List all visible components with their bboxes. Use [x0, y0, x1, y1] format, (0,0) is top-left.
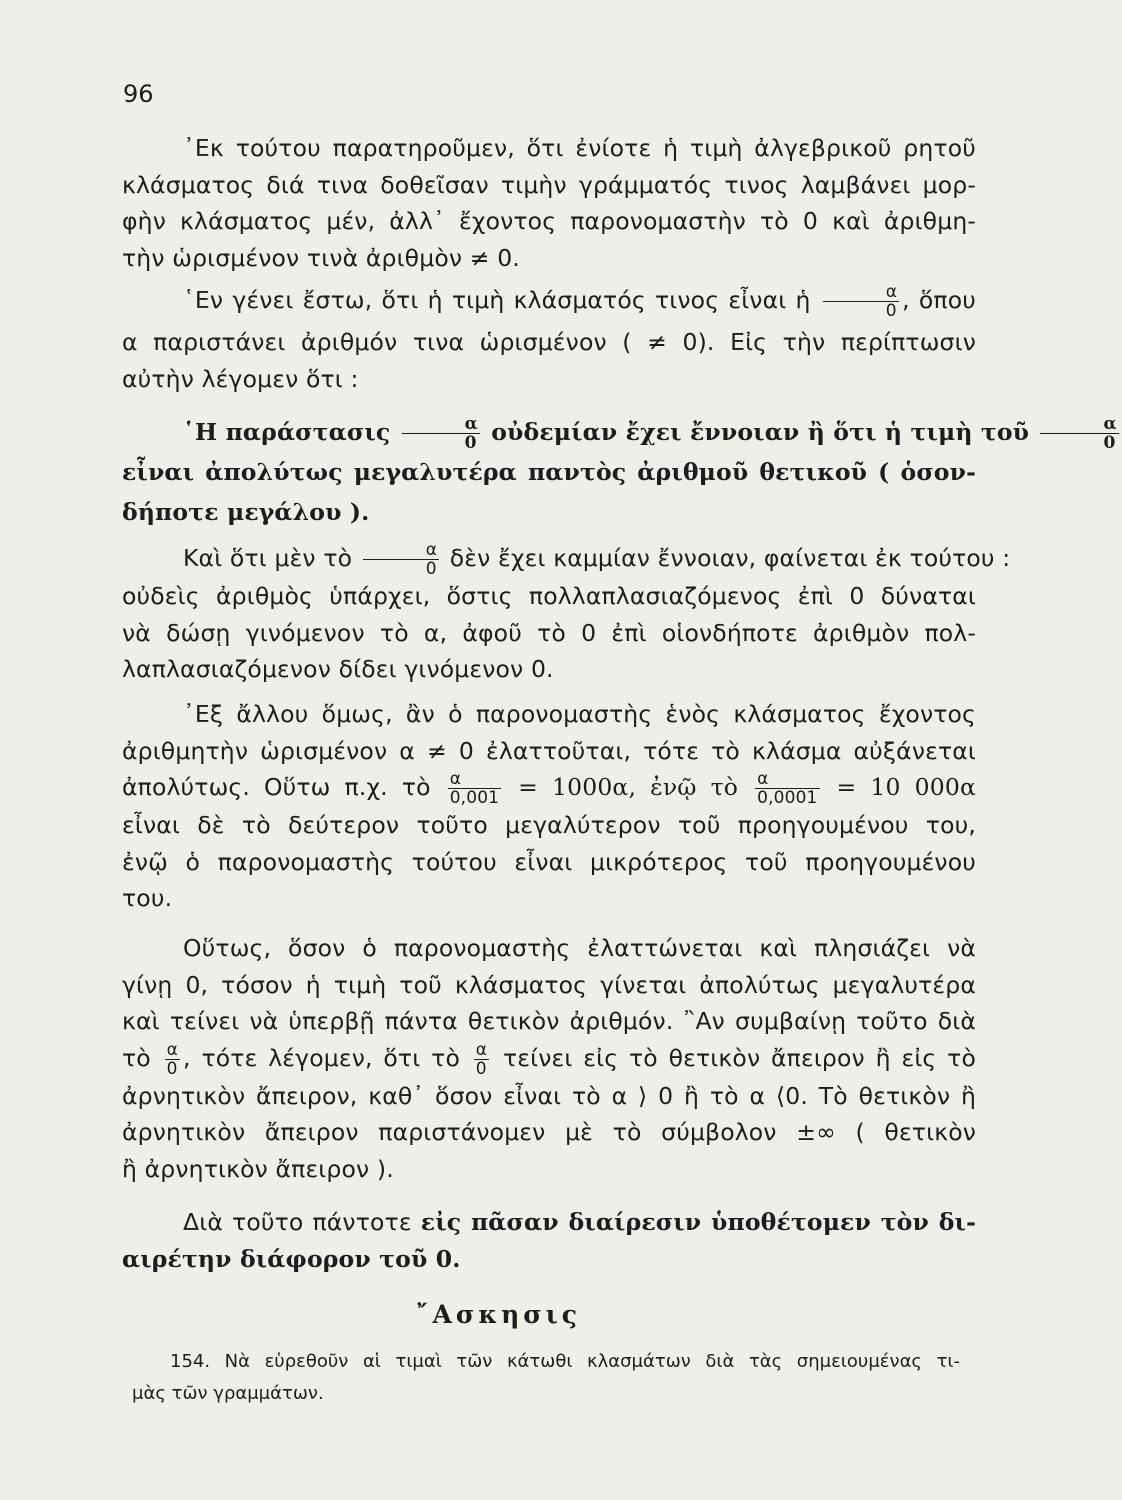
- text-line: εἶναι ἀπολύτως μεγαλυτέρα παντὸς ἀριθμοῦ θετικοῦ ( ὁσον-: [122, 458, 976, 486]
- text-line: του.: [122, 884, 173, 912]
- text-line: ἀρνητικὸν ἄπειρον, καθ᾿ ὅσον εἶναι τὸ α ⟩ 0 ἢ τὸ α ⟨0. Τὸ θετικὸν ἢ: [122, 1081, 976, 1110]
- text-line: ἀριθμητὴν ὡρισμένον α ≠ 0 ἐλαττοῦται, τότε τὸ κλάσμα αὐξάνεται: [122, 736, 976, 765]
- text-line: οὐδεὶς ἀριθμὸς ὑπάρχει, ὅστις πολλαπλασιαζόμενος ἐπὶ 0 δύναται: [122, 582, 976, 610]
- page-number: 96: [123, 80, 154, 108]
- fraction-a-over-0: $\frac{\alpha}{0}$: [166, 1039, 179, 1079]
- paragraph-1: [122, 130, 976, 276]
- fraction-a-over-0: $\frac{\alpha}{0}$: [402, 415, 480, 452]
- fraction-a-over-0: $\frac{\alpha}{0}$: [823, 283, 899, 320]
- text-line: αὐτὴν λέγομεν ὅτι :: [122, 364, 359, 393]
- bold-statement: [122, 412, 1117, 532]
- text-line: [122, 540, 1011, 579]
- text-line: εἶναι δὲ τὸ δεύτερον τοῦτο μεγαλύτερον τοῦ προηγουμένου του,: [122, 811, 976, 839]
- text-line: μὰς τῶν γραμμάτων.: [132, 1383, 324, 1404]
- text-line: αιρέτην διάφορον τοῦ 0.: [122, 1244, 461, 1273]
- paragraph-5: [122, 930, 976, 1187]
- text-line: κλάσματος διά τινα δοθεῖσαν τιμὴν γράμματός τινος λαμβάνει μορ-: [122, 170, 976, 199]
- fraction-a-over-0: $\frac{\alpha}{0}$: [1040, 415, 1118, 452]
- text-run: οὐδεμίαν ἔχει ἔννοιαν ἢ ὅτι ἡ τιμὴ τοῦ: [491, 418, 1030, 446]
- fraction-a-over-0: $\frac{\alpha}{0}$: [363, 541, 439, 578]
- text-run: , τότε λέγομεν, ὅτι τὸ: [183, 1043, 460, 1072]
- text-line: [122, 282, 976, 320]
- text-line: γίνῃ 0, τόσον ἡ τιμὴ τοῦ κλάσματος γίνεται ἀπολύτως μεγαλυτέρα: [122, 970, 976, 999]
- text-line: Οὕτως, ὅσον ὁ παρονομαστὴς ἐλαττώνεται καὶ πλησιάζει νὰ: [183, 934, 976, 962]
- text-line: φὴν κλάσματος μέν, ἀλλ᾿ ἔχοντος παρονομαστὴν τὸ 0 καὶ ἀριθμη-: [122, 207, 976, 235]
- fraction-a-over-0-001: $\frac{\alpha}{0,001}$: [449, 769, 500, 808]
- fraction-a-over-0: $\frac{\alpha}{0}$: [475, 1039, 488, 1079]
- text-line: δήποτε μεγάλου ).: [122, 498, 370, 526]
- text-run: ἀπολύτως. Οὕτω π.χ. τὸ: [122, 773, 431, 801]
- section-heading: ῎Ασκησις: [416, 1300, 581, 1329]
- text-run: = 1000α, ἐνῷ τὸ: [518, 773, 739, 801]
- fraction-a-over-0-0001: $\frac{\alpha}{0,0001}$: [757, 769, 818, 808]
- text-run: τὸ: [122, 1043, 151, 1072]
- text-run: = 10 000α: [836, 773, 976, 801]
- paragraph-4: [122, 696, 976, 917]
- text-line: τὴν ὡρισμένον τινὰ ἀριθμὸν ≠ 0.: [122, 243, 520, 272]
- text-run: δὲν ἔχει καμμίαν ἔννοιαν, φαίνεται ἐκ τούτου :: [449, 544, 1011, 572]
- text-run: Καὶ ὅτι μὲν τὸ: [183, 544, 353, 572]
- text-line: ᾿Εξ ἄλλου ὅμως, ἂν ὁ παρονομαστὴς ἑνὸς κλάσματος ἔχοντος: [183, 700, 976, 728]
- paragraph-2: [122, 282, 976, 397]
- text-run: Διὰ τοῦτο πάντοτε: [183, 1208, 412, 1236]
- text-line: [122, 769, 976, 807]
- exercise-text: [132, 1346, 960, 1410]
- text-run-bold: εἰς πᾶσαν διαίρεσιν ὑποθέτομεν τὸν δι-: [420, 1208, 976, 1236]
- text-run: , ὅπου: [902, 286, 976, 314]
- text-line: [122, 412, 1117, 453]
- paragraph-6: [122, 1204, 976, 1277]
- text-line: [122, 1204, 976, 1241]
- text-line: λαπλασιαζόμενον δίδει γινόμενον 0.: [122, 655, 554, 683]
- text-run: ῾Η παράστασις: [183, 418, 391, 446]
- text-line: 154. Νὰ εὑρεθοῦν αἱ τιμαὶ τῶν κάτωθι κλασμάτων διὰ τὰς σημειουμένας τι-: [170, 1351, 960, 1372]
- paragraph-3: [122, 540, 1011, 688]
- text-line: ἀρνητικὸν ἄπειρον παριστάνομεν μὲ τὸ σύμβολον ±∞ ( θετικὸν: [122, 1118, 976, 1146]
- text-run: τείνει εἰς τὸ θετικὸν ἄπειρον ἢ εἰς τὸ: [502, 1043, 977, 1072]
- text-line: α παριστάνει ἀριθμόν τινα ὡρισμένον ( ≠ 0). Εἰς τὴν περίπτωσιν: [122, 328, 976, 356]
- text-line: ἢ ἀρνητικὸν ἄπειρον ).: [122, 1154, 394, 1183]
- text-line: νὰ δώσῃ γινόμενον τὸ α, ἀφοῦ τὸ 0 ἐπὶ οἱονδήποτε ἀριθμὸν πολ-: [122, 618, 976, 647]
- text-line: καὶ τείνει νὰ ὑπερβῇ πάντα θετικὸν ἀριθμόν. ῍Αν συμβαίνῃ τοῦτο διὰ: [122, 1007, 976, 1035]
- text-line: ἐνῷ ὁ παρονομαστὴς τούτου εἶναι μικρότερος τοῦ προηγουμένου: [122, 847, 976, 876]
- text-line: [122, 1040, 976, 1078]
- text-line: ᾿Εκ τούτου παρατηροῦμεν, ὅτι ἐνίοτε ἡ τιμὴ ἀλγεβρικοῦ ρητοῦ: [183, 134, 976, 162]
- text-run: ῾Εν γένει ἔστω, ὅτι ἡ τιμὴ κλάσματός τινος εἶναι ἡ: [183, 286, 811, 314]
